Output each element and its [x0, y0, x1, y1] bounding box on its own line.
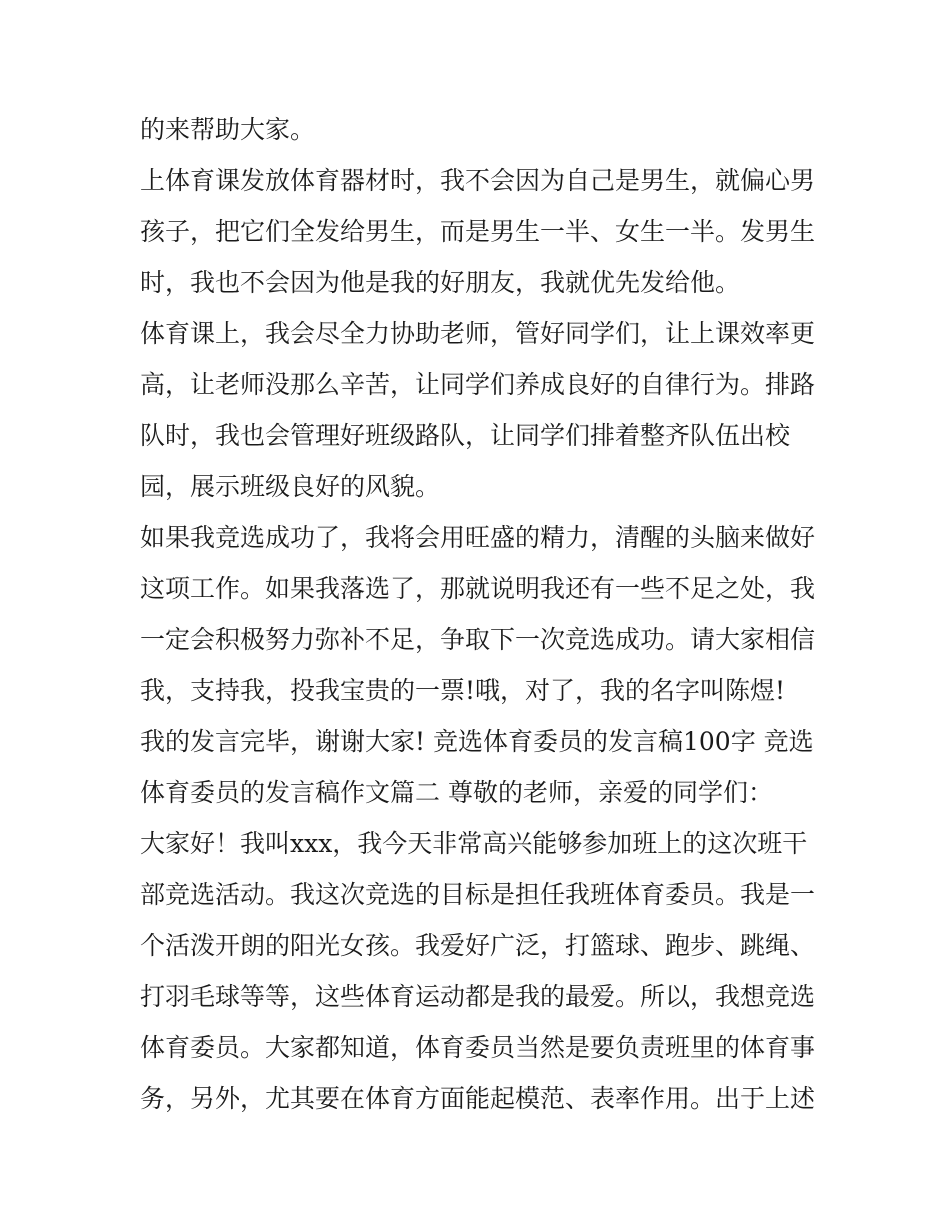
text-line: 这项工作。如果我落选了，那就说明我还有一些不足之处，我	[140, 574, 816, 603]
text-line: 一定会积极努力弥补不足，争取下一次竞选成功。请大家相信	[140, 625, 816, 654]
text-line: 打羽毛球等等，这些体育运动都是我的最爱。所以，我想竞选	[140, 982, 816, 1011]
text-line: 我，支持我，投我宝贵的一票!哦，对了，我的名字叫陈煜!	[140, 676, 786, 705]
text-line: 园，展示班级良好的风貌。	[140, 472, 441, 501]
text-line: 高，让老师没那么辛苦，让同学们养成良好的自律行为。排路	[140, 370, 816, 399]
text-line: 大家好！我叫xxx，我今天非常高兴能够参加班上的这次班干	[140, 829, 808, 858]
document-body	[140, 104, 830, 1124]
text-line: 队时，我也会管理好班级路队，让同学们排着整齐队伍出校	[140, 421, 791, 450]
text-line: 务，另外，尤其要在体育方面能起模范、表率作用。出于上述	[140, 1084, 816, 1113]
text-line: 部竞选活动。我这次竞选的目标是担任我班体育委员。我是一	[140, 880, 816, 909]
text-line: 个活泼开朗的阳光女孩。我爱好广泛，打篮球、跑步、跳绳、	[140, 931, 816, 960]
text-line: 孩子，把它们全发给男生，而是男生一半、女生一半。发男生	[140, 217, 816, 246]
text-line: 体育委员。大家都知道，体育委员当然是要负责班里的体育事	[140, 1033, 816, 1062]
text-line: 的来帮助大家。	[140, 115, 316, 144]
text-line: 上体育课发放体育器材时，我不会因为自己是男生，就偏心男	[140, 166, 816, 195]
text-line: 体育课上，我会尽全力协助老师，管好同学们，让上课效率更	[140, 319, 816, 348]
text-line: 如果我竞选成功了，我将会用旺盛的精力，清醒的头脑来做好	[140, 523, 816, 552]
text-line: 我的发言完毕，谢谢大家! 竞选体育委员的发言稿100字 竞选	[140, 727, 814, 756]
text-line: 体育委员的发言稿作文篇二 尊敬的老师，亲爱的同学们：	[140, 778, 773, 807]
text-line: 时，我也不会因为他是我的好朋友，我就优先发给他。	[140, 268, 741, 297]
